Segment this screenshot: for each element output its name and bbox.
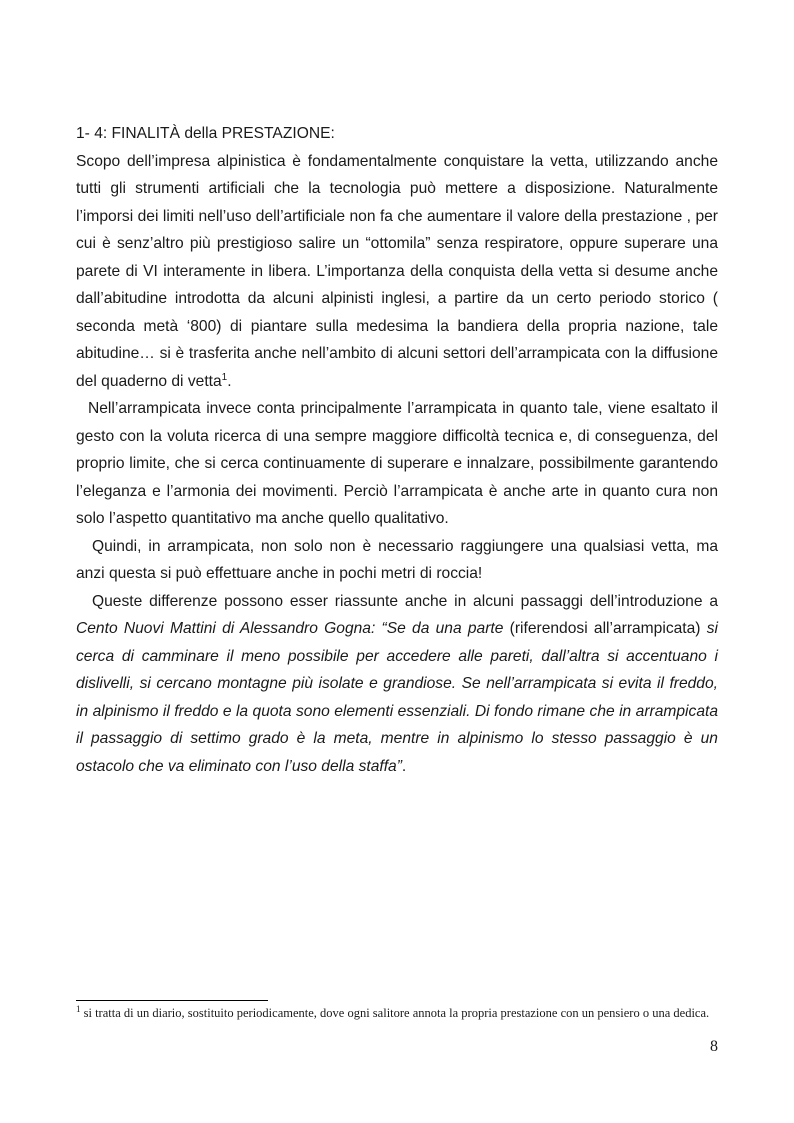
paragraph-2: Nell’arrampicata invece conta principalmente l’arrampicata in quanto tale, viene esaltato il gesto con la voluta ricerca di una sempre maggiore difficoltà tecnica e, di conseguenza, del proprio limite, che si cerca continuamente di superare e innalzare, possibilmente garantendo l’eleganza e l’armonia dei movimenti. Perciò l’arrampicata è anche arte in quanto cura non solo l’aspetto quantitativo ma anche quello qualitativo. <box>76 400 718 527</box>
paragraph-4 <box>76 588 718 781</box>
paragraph-1 <box>76 148 718 396</box>
page-body <box>76 120 718 780</box>
section-heading: 1- 4: FINALITÀ della PRESTAZIONE: <box>76 125 335 142</box>
footnote-reference[interactable]: 1 <box>221 371 228 383</box>
footnote-text: si tratta di un diario, sostituito periodicamente, dove ogni salitore annota la propria prestazione con un pensiero o una dedica. <box>80 1006 710 1020</box>
paragraph-3: Quindi, in arrampicata, non solo non è necessario raggiungere una qualsiasi vetta, ma anzi questa si può effettuare anche in pochi metri di roccia! <box>76 537 718 582</box>
page-number: 8 <box>710 1038 718 1055</box>
paragraph-4-intro: Queste differenze possono esser riassunte anche in alcuni passaggi dell’introduzione a <box>92 592 718 610</box>
quote-aside: (riferendosi all’arrampicata) <box>509 620 707 637</box>
quote-part-b: si cerca di camminare il meno possibile per accedere alle pareti, dall’altra si accentuano i dislivelli, si cercano montagne più isolate e grandiose. Se nell’arrampicata si evita il freddo, in alpinismo il freddo e la quota sono elementi essenziali. Di fondo rimane che in arrampicata il passaggio di settimo grado è la meta, mentre in alpinismo lo stesso passaggio è un ostacolo che va eliminato con l’uso della staffa” <box>76 620 718 775</box>
footnote-separator <box>76 1000 268 1001</box>
quote-part-a: Cento Nuovi Mattini di Alessandro Gogna: “Se da una parte <box>76 620 510 637</box>
footnote-mark: 1 <box>76 1003 81 1014</box>
paragraph-4-end: . <box>401 757 407 775</box>
paragraph-1-text: Scopo dell’impresa alpinistica è fondamentalmente conquistare la vetta, utilizzando anche tutti gli strumenti artificiali che la tecnologia può mettere a disposizione. Naturalmente l’imporsi dei limiti nell’uso dell’artificiale non fa che aumentare il valore della prestazione , per cui è senz’altro più prestigioso salire un “ottomila” senza respiratore, oppure superare una parete di VI interamente in libera. L’importanza della conquista della vetta si desume anche dall’abitudine introdotta da alcuni alpinisti inglesi, a partire da un certo periodo storico ( seconda metà ‘800) di piantare sulla medesima la bandiera della propria nazione, tale abitudine… si è trasferita anche nell’ambito di alcuni settori dell’arrampicata con la diffusione del quaderno di vetta <box>76 152 718 390</box>
paragraph-1-end: . <box>227 372 232 390</box>
footnote <box>76 1005 718 1022</box>
